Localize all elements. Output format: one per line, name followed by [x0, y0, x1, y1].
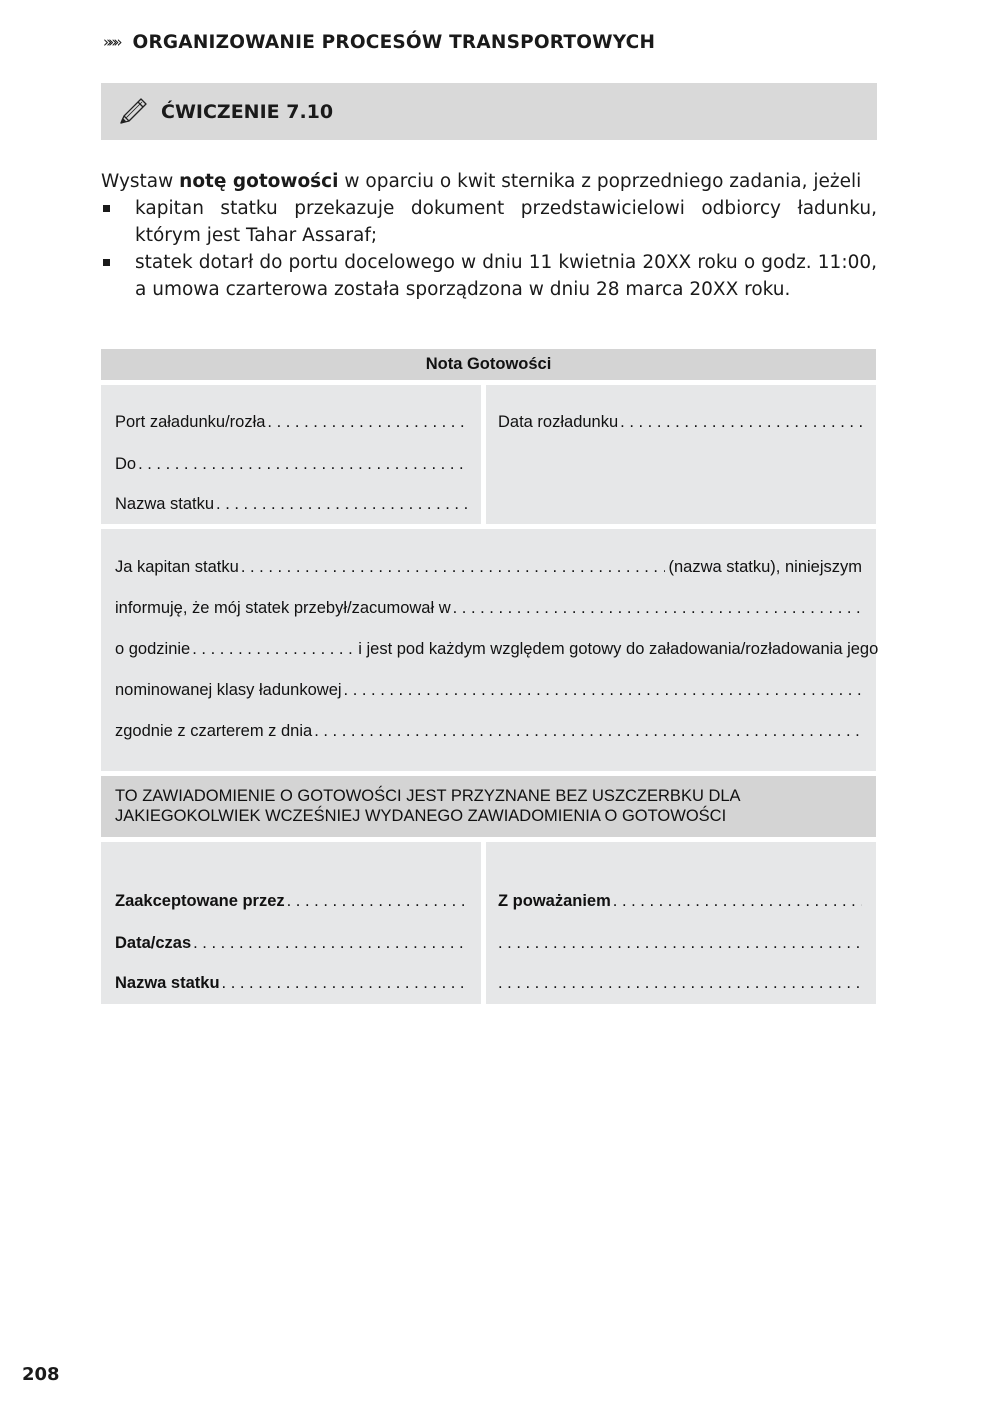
page-number: 208 [22, 1364, 60, 1385]
exercise-banner [101, 83, 877, 140]
running-header [103, 30, 655, 54]
instruction-lead: Wystaw notę gotowości w oparciu o kwit sternika z poprzedniego zadania, jeżeli [101, 171, 862, 192]
port-field[interactable]: Port załadunku/rozła . . . [115, 413, 469, 432]
captain-line[interactable]: Ja kapitan statku . . . (nazwa statku), niniejszym [115, 558, 862, 577]
form-top-left-cell [101, 385, 481, 524]
form-bottom-left-cell [101, 842, 481, 1004]
bullet-square-icon [103, 259, 110, 266]
form-bottom-row [101, 842, 876, 1004]
notice-disclaimer: TO ZAWIADOMIENIE O GOTOWOŚCI JEST PRZYZNANE BEZ USZCZERBKU DLA JAKIEGOKOLWIEK WCZEŚNIEJ WYDANEGO ZAWIADOMIENIA O GOTOWOŚCI [101, 776, 876, 837]
notice-of-readiness-form [101, 349, 879, 1004]
bullet-item: kapitan statku przekazuje dokument przedstawicielowi odbiorcy ładunku, którym jest Tahar Assaraf; [101, 195, 877, 249]
charter-date-line[interactable]: zgodnie z czarterem z dnia . . . [115, 722, 862, 741]
form-top-row [101, 385, 876, 524]
instruction-emphasis: notę gotowości [179, 171, 339, 192]
bullet-square-icon [103, 205, 110, 212]
form-title: Nota Gotowości [101, 349, 876, 380]
accepted-by-field[interactable]: Zaakceptowane przez . . . [115, 892, 469, 911]
pencil-icon [115, 94, 151, 130]
date-time-field[interactable]: Data/czas . . . [115, 934, 469, 953]
regards-field[interactable]: Z poważaniem . . . [498, 892, 862, 911]
signature-line[interactable] [498, 974, 862, 993]
instruction-bullets [101, 195, 877, 303]
to-field[interactable]: Do . . . [115, 455, 469, 474]
exercise-instructions [101, 168, 877, 303]
form-top-right-cell [486, 385, 876, 524]
cargo-class-line[interactable]: nominowanej klasy ładunkowej . . . [115, 681, 862, 700]
ship-name-field-bottom[interactable]: Nazwa statku . . . [115, 974, 469, 993]
moored-at-line[interactable]: informuję, że mój statek przebył/zacumował w . . . [115, 599, 862, 618]
chapter-title: ORGANIZOWANIE PROCESÓW TRANSPORTOWYCH [132, 31, 656, 53]
chevrons-icon: »»» [103, 33, 119, 51]
form-bottom-right-cell [486, 842, 876, 1004]
ship-name-field[interactable]: Nazwa statku . . . [115, 495, 469, 514]
declaration-block [101, 529, 879, 771]
signature-line[interactable] [498, 934, 862, 953]
unload-date-field[interactable]: Data rozładunku . . . [498, 413, 862, 432]
hour-line[interactable]: o godzinie . . . i jest pod każdym względem gotowy do załadowania/rozładowania jego [115, 640, 862, 659]
bullet-item: statek dotarł do portu docelowego w dniu 11 kwietnia 20XX roku o godz. 11:00, a umowa czarterowa została sporządzona w dniu 28 marca 20XX roku. [101, 249, 877, 303]
exercise-title: ĆWICZENIE 7.10 [161, 100, 334, 123]
